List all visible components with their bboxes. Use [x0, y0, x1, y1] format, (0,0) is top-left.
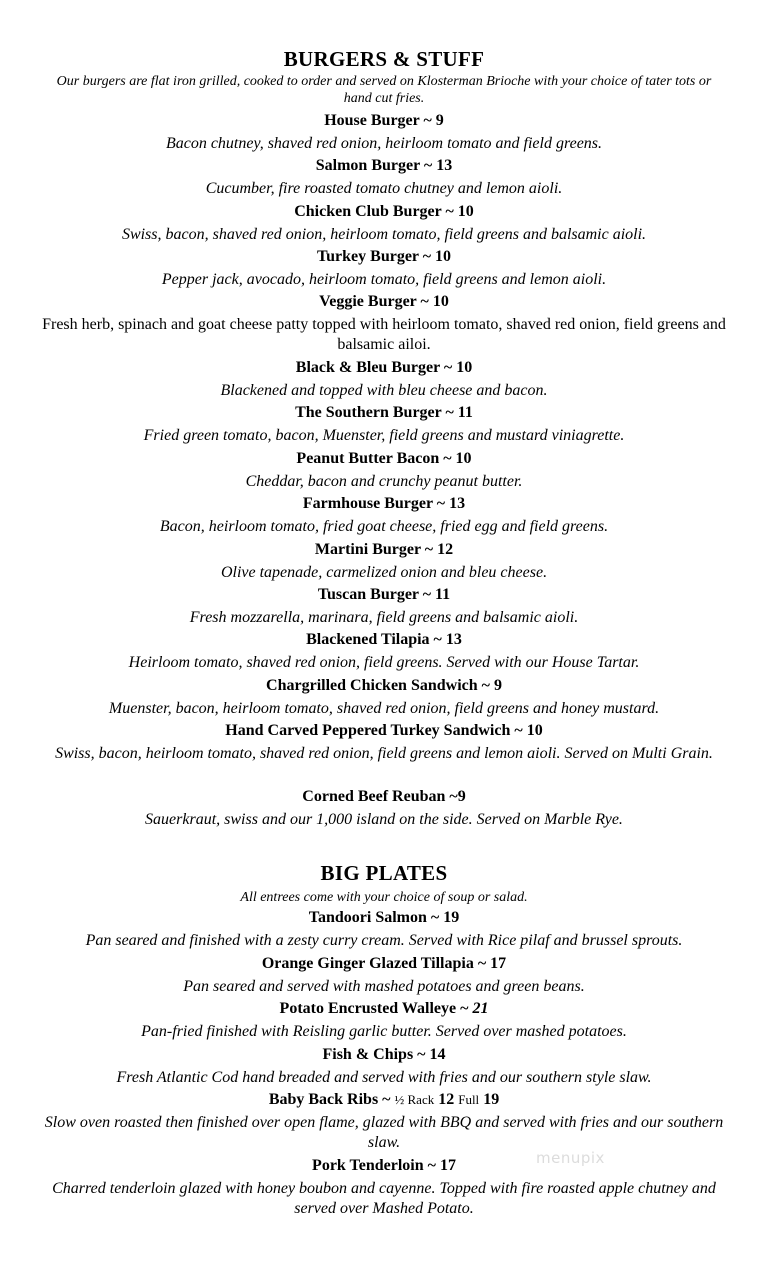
- menu-item-desc: Pan-fried finished with Reisling garlic butter. Served over mashed potatoes.: [141, 1023, 627, 1040]
- menu-item-name: House Burger ~ 9: [324, 112, 444, 129]
- menu-item-desc: Charred tenderloin glazed with honey boubon and cayenne. Topped with fire roasted apple chutney and served over Mashed Potato.: [52, 1180, 716, 1217]
- full-rack-price: 19: [483, 1091, 500, 1108]
- menu-item-desc: Cucumber, fire roasted tomato chutney and lemon aioli.: [205, 180, 563, 197]
- big-plates-note: All entrees come with your choice of soup or salad.: [240, 890, 528, 905]
- menu-item-name: Chicken Club Burger ~ 10: [294, 203, 474, 220]
- menu-item-name: Martini Burger ~ 12: [314, 541, 454, 558]
- menu-item-desc: Pepper jack, avocado, heirloom tomato, field greens and lemon aioli.: [161, 271, 607, 288]
- menu-item-desc: Cheddar, bacon and crunchy peanut butter.: [245, 473, 523, 490]
- menu-item-desc: Pan seared and served with mashed potatoes and green beans.: [183, 978, 585, 995]
- menu-item-desc: Slow oven roasted then finished over open flame, glazed with BBQ and served with fries and our southern slaw.: [44, 1114, 724, 1151]
- menu-item-name: Blackened Tilapia ~ 13: [306, 631, 462, 648]
- menu-item-desc: Muenster, bacon, heirloom tomato, shaved red onion, field greens and honey mustard.: [108, 700, 660, 717]
- big-plates-title: BIG PLATES: [320, 861, 448, 885]
- menu-item-name: Corned Beef Reuban ~9: [302, 788, 466, 805]
- half-rack-label: ½ Rack: [394, 1092, 435, 1107]
- menu-item-name-main: Potato Encrusted Walleye ~: [279, 1000, 473, 1017]
- menu-item-desc: Pan seared and finished with a zesty curry cream. Served with Rice pilaf and brussel sprouts.: [85, 932, 683, 949]
- menu-item-name: Tuscan Burger ~ 11: [317, 586, 451, 603]
- menu-item-price: 21: [472, 1000, 489, 1017]
- menu-item-name: [0, 999, 768, 1019]
- full-rack-label: Full: [458, 1092, 480, 1107]
- menu-item-name: The Southern Burger ~ 11: [295, 404, 473, 421]
- menu-item-desc: Heirloom tomato, shaved red onion, field greens. Served with our House Tartar.: [128, 654, 640, 671]
- menu-item-name: Tandoori Salmon ~ 19: [308, 909, 460, 926]
- watermark-text: menupix: [536, 1149, 605, 1167]
- menu-item-name: Pork Tenderloin ~ 17: [312, 1157, 456, 1174]
- menu-item-desc: Olive tapenade, carmelized onion and bleu cheese.: [220, 564, 548, 581]
- menu-item-desc: Swiss, bacon, shaved red onion, heirloom tomato, field greens and balsamic aioli.: [121, 226, 647, 243]
- menu-item-desc: Bacon chutney, shaved red onion, heirloom tomato and field greens.: [165, 135, 603, 152]
- menu-item-desc: Sauerkraut, swiss and our 1,000 island on the side. Served on Marble Rye.: [145, 811, 623, 828]
- menu-item-name: Hand Carved Peppered Turkey Sandwich ~ 10: [225, 722, 543, 739]
- menu-item-desc: Blackened and topped with bleu cheese and bacon.: [220, 382, 548, 399]
- menu-item-name: [0, 1090, 768, 1110]
- menu-item-name: Orange Ginger Glazed Tillapia ~ 17: [261, 955, 507, 972]
- menu-item-desc: Fresh mozzarella, marinara, field greens and balsamic aioli.: [189, 609, 579, 626]
- menu-item-desc: Swiss, bacon, heirloom tomato, shaved red onion, field greens and lemon aioli. Served on Multi Grain.: [55, 745, 713, 762]
- menu-item-desc: Fresh Atlantic Cod hand breaded and served with fries and our southern style slaw.: [116, 1069, 652, 1086]
- menu-item-name-main: Baby Back Ribs ~: [268, 1091, 395, 1108]
- menu-item-name: Turkey Burger ~ 10: [316, 248, 452, 265]
- menu-item-name: Fish & Chips ~ 14: [322, 1046, 446, 1063]
- half-rack-price: 12: [438, 1091, 455, 1108]
- menu-item-name: Salmon Burger ~ 13: [315, 157, 453, 174]
- burgers-title: BURGERS & STUFF: [283, 47, 485, 71]
- menu-item-desc: Bacon, heirloom tomato, fried goat cheese, fried egg and field greens.: [159, 518, 609, 535]
- menu-item-name: Chargrilled Chicken Sandwich ~ 9: [266, 677, 502, 694]
- menu-item-desc: Fried green tomato, bacon, Muenster, field greens and mustard viniagrette.: [143, 427, 625, 444]
- menu-item-name: Veggie Burger ~ 10: [319, 293, 449, 310]
- burgers-note: Our burgers are flat iron grilled, cooked to order and served on Klosterman Brioche with your choice of tater tots or hand cut fries.: [56, 74, 712, 106]
- menu-item-desc: Fresh herb, spinach and goat cheese patty topped with heirloom tomato, shaved red onion, field greens and balsamic ailoi.: [42, 316, 726, 353]
- menu-item-name: Peanut Butter Bacon ~ 10: [296, 450, 472, 467]
- menu-item-name: Farmhouse Burger ~ 13: [302, 495, 466, 512]
- menu-item-name: Black & Bleu Burger ~ 10: [295, 359, 473, 376]
